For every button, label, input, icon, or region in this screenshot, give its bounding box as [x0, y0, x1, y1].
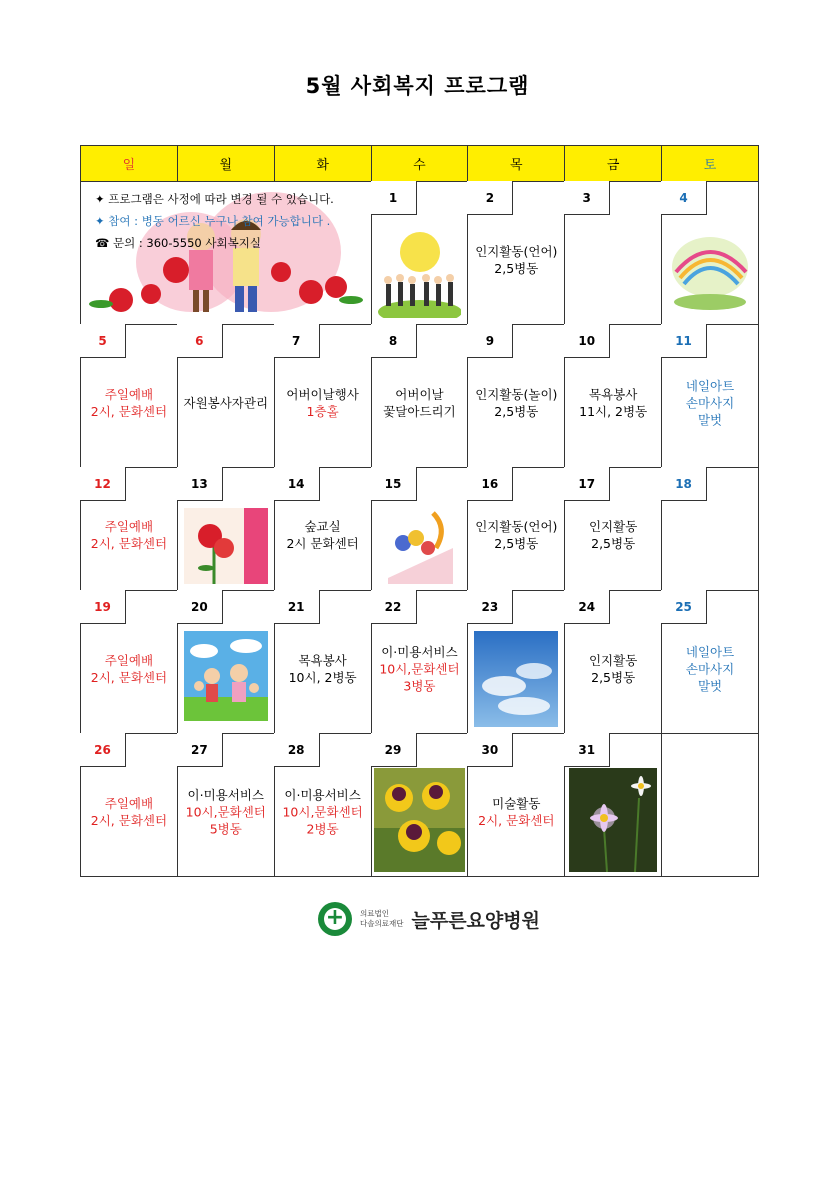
- day-cell-2: [468, 182, 565, 325]
- event-detail: 말벗: [697, 412, 723, 428]
- day-cell-24: [565, 591, 662, 734]
- carnation-illustration: [184, 508, 268, 584]
- page-title: 5월 사회복지 프로그램: [305, 74, 530, 98]
- event-detail: 2시, 문화센터: [90, 536, 168, 552]
- childrens-day-illustration: [668, 222, 752, 318]
- intro-participation: ✦ 참여 : 병동 어르신 누구나 참여 가능합니다 .: [95, 214, 331, 228]
- event-detail: 10시,문화센터: [185, 804, 266, 820]
- logo-sub-1: 의료법인: [360, 909, 389, 918]
- day-number: 7: [274, 324, 320, 358]
- header-tue: 화: [274, 146, 371, 182]
- day-cell-20: [177, 591, 274, 734]
- header-fri: 금: [565, 146, 662, 182]
- event-title: 미술활동: [492, 796, 541, 812]
- hospital-logo: [318, 902, 540, 936]
- day-number: 3: [564, 181, 610, 215]
- sky-clouds-photo: [474, 631, 558, 727]
- event-detail: 10시,문화센터: [282, 804, 363, 820]
- event-title: 숲교실: [304, 519, 341, 535]
- day-cell-27: [177, 734, 274, 877]
- event-detail: 2,5병동: [591, 536, 636, 552]
- event-detail: 2시, 문화센터: [90, 670, 168, 686]
- calendar-table: [80, 145, 759, 877]
- day-cell-18: [662, 468, 759, 591]
- event-title: 네일아트: [685, 644, 735, 660]
- day-number: 23: [467, 590, 513, 624]
- day-number: 26: [80, 733, 126, 767]
- day-number: 15: [371, 467, 417, 501]
- day-cell-19: [81, 591, 178, 734]
- day-cell-25: [662, 591, 759, 734]
- week-row-5: [81, 734, 759, 877]
- event-title: 인지활동: [588, 653, 638, 669]
- event-title: 주일예배: [104, 796, 154, 812]
- header-mon: 월: [177, 146, 274, 182]
- day-number: 29: [371, 733, 417, 767]
- event-detail: 2시, 문화센터: [90, 813, 168, 829]
- day-cell-5: [81, 325, 178, 468]
- event-detail: 1층홀: [306, 404, 339, 420]
- event-detail: 2병동: [306, 821, 339, 837]
- day-number: 19: [80, 590, 126, 624]
- day-number: 2: [467, 181, 513, 215]
- event-title: 어버이날: [395, 387, 444, 403]
- event-detail: 꽃달아드리기: [383, 404, 456, 420]
- day-number: 13: [177, 467, 223, 501]
- day-cell-8: [371, 325, 468, 468]
- event-detail: 11시, 2병동: [579, 404, 648, 420]
- pansy-flowers-photo: [374, 768, 466, 874]
- day-cell-16: [468, 468, 565, 591]
- day-number: 8: [371, 324, 417, 358]
- day-number: 16: [467, 467, 513, 501]
- family-illustration: [184, 631, 268, 727]
- week-row-4: [81, 591, 759, 734]
- day-cell-12: [81, 468, 178, 591]
- day-cell-31: [565, 734, 662, 877]
- day-number: 1: [371, 181, 417, 215]
- day-number: 20: [177, 590, 223, 624]
- event-detail: 2,5병동: [494, 404, 539, 420]
- event-detail: 5병동: [209, 821, 242, 837]
- day-cell-17: [565, 468, 662, 591]
- day-cell-empty: [662, 734, 759, 877]
- day-cell-29: [371, 734, 468, 877]
- event-detail: 손마사지: [685, 661, 735, 677]
- hospital-name: 늘푸른요양병원: [411, 909, 540, 932]
- day-cell-23: [468, 591, 565, 734]
- day-number: 6: [177, 324, 223, 358]
- event-detail: 2시 문화센터: [286, 536, 359, 552]
- day-number: 17: [564, 467, 610, 501]
- week-row-2: [81, 325, 759, 468]
- day-cell-15: [371, 468, 468, 591]
- day-number: 21: [274, 590, 320, 624]
- day-number: 4: [661, 181, 707, 215]
- day-number: 25: [661, 590, 707, 624]
- event-title: 어버이날행사: [286, 387, 359, 403]
- day-cell-28: [274, 734, 371, 877]
- intro-cell: [81, 182, 372, 325]
- header-sun: 일: [81, 146, 178, 182]
- day-cell-6: [177, 325, 274, 468]
- day-cell-26: [81, 734, 178, 877]
- event-detail: 2,5병동: [591, 670, 636, 686]
- day-cell-4: [662, 182, 759, 325]
- day-number: 5: [80, 324, 126, 358]
- event-detail: 말벗: [697, 678, 723, 694]
- event-title: 이·미용서비스: [381, 644, 458, 660]
- intro-notice: ✦ 프로그램은 사정에 따라 변경 될 수 있습니다.: [95, 192, 334, 206]
- week-row-1: [81, 182, 759, 325]
- event-detail: 2시, 문화센터: [90, 404, 168, 420]
- day-number: 27: [177, 733, 223, 767]
- event-title: 목욕봉사: [588, 387, 638, 403]
- day-cell-9: [468, 325, 565, 468]
- event-detail: 2,5병동: [494, 261, 539, 277]
- day-number: 28: [274, 733, 320, 767]
- event-detail: 2,5병동: [494, 536, 539, 552]
- day-cell-22: [371, 591, 468, 734]
- day-number: 9: [467, 324, 513, 358]
- event-detail: 10시,문화센터: [379, 661, 460, 677]
- day-cell-1: [371, 182, 468, 325]
- event-detail: 손마사지: [685, 395, 735, 411]
- day-cell-3: [565, 182, 662, 325]
- header-sat: 토: [662, 146, 759, 182]
- event-title: 목욕봉사: [298, 653, 347, 669]
- header-wed: 수: [371, 146, 468, 182]
- day-number: 12: [80, 467, 126, 501]
- children-sun-illustration: [378, 222, 462, 318]
- day-cell-14: [274, 468, 371, 591]
- day-cell-13: [177, 468, 274, 591]
- cross-emblem-icon: [318, 902, 352, 936]
- day-cell-7: [274, 325, 371, 468]
- day-cell-30: [468, 734, 565, 877]
- event-detail: 3병동: [403, 678, 436, 694]
- day-number: 10: [564, 324, 610, 358]
- day-number: 11: [661, 324, 707, 358]
- event-title: 인지활동(언어): [475, 244, 558, 260]
- event-title: 인지활동: [588, 519, 638, 535]
- day-number: 14: [274, 467, 320, 501]
- day-number: 24: [564, 590, 610, 624]
- daisy-flowers-photo: [569, 768, 657, 874]
- event-title: 이·미용서비스: [284, 787, 361, 803]
- day-number: 30: [467, 733, 513, 767]
- event-title: 주일예배: [104, 387, 154, 403]
- event-title: 자원봉사자관리: [183, 395, 269, 411]
- event-title: 주일예배: [104, 519, 154, 535]
- weekday-header-row: [81, 146, 759, 182]
- day-cell-11: [662, 325, 759, 468]
- day-number: 18: [661, 467, 707, 501]
- teachers-day-illustration: [378, 508, 462, 584]
- event-title: 이·미용서비스: [187, 787, 264, 803]
- intro-contact: ☎ 문의 : 360-5550 사회복지실: [95, 236, 261, 250]
- header-thu: 목: [468, 146, 565, 182]
- event-detail: 10시, 2병동: [288, 670, 357, 686]
- event-title: 인지활동(언어): [475, 519, 558, 535]
- event-title: 네일아트: [685, 378, 735, 394]
- day-number: 22: [371, 590, 417, 624]
- event-title: 주일예배: [104, 653, 154, 669]
- day-cell-10: [565, 325, 662, 468]
- week-row-3: [81, 468, 759, 591]
- event-detail: 2시, 문화센터: [478, 813, 555, 829]
- day-cell-21: [274, 591, 371, 734]
- logo-sub-2: 다솔의료재단: [360, 919, 404, 928]
- day-number: 31: [564, 733, 610, 767]
- event-title: 인지활동(놀이): [475, 387, 558, 403]
